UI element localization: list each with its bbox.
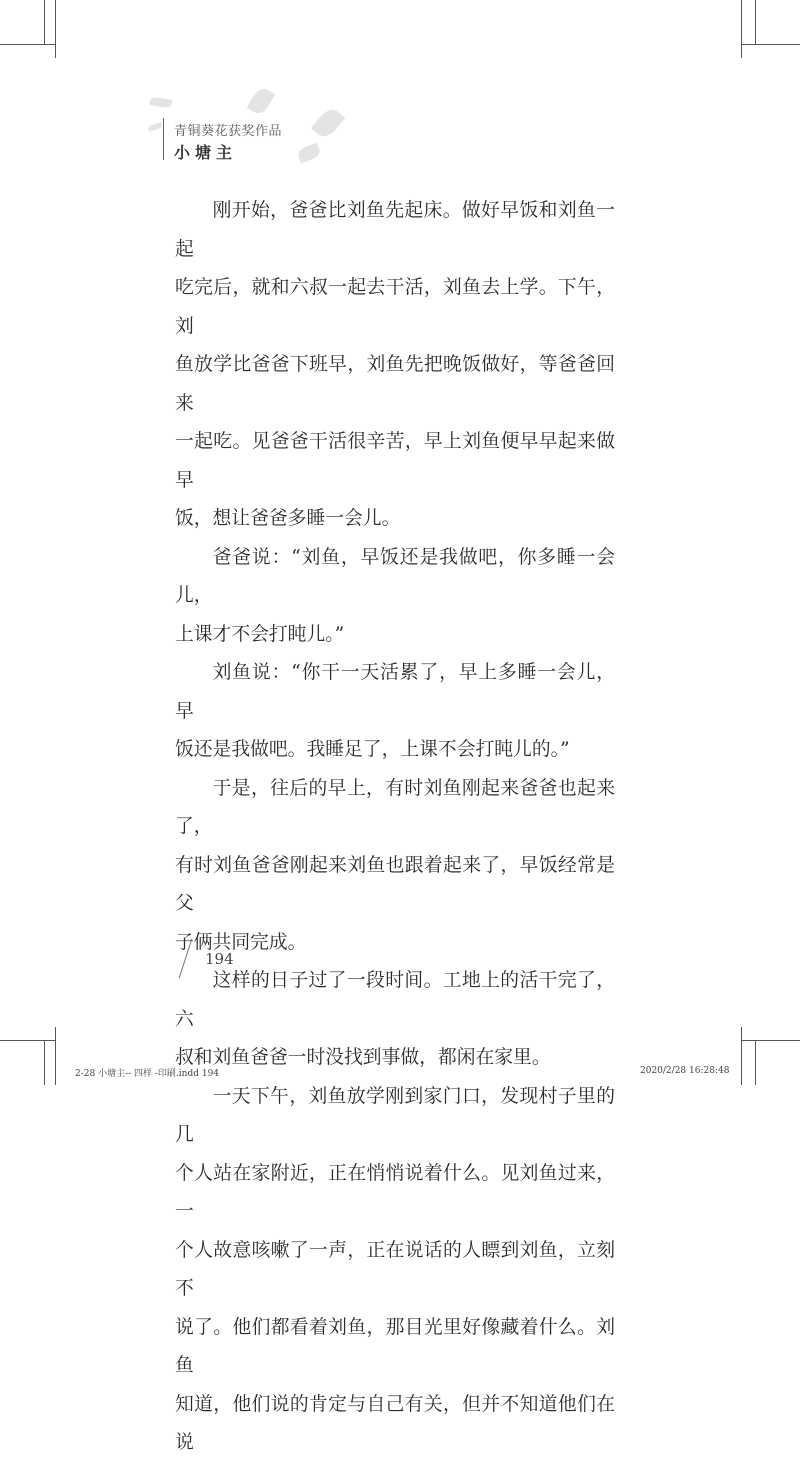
paragraph: 爸爸说：“刘鱼，早饭还是我做吧，你多睡一会儿， 上课才不会打盹儿。” [175, 546, 615, 645]
petal-decoration [311, 105, 346, 141]
paragraph: 一天下午，刘鱼放学刚到家门口，发现村子里的几 个人站在家附近，正在悄悄说着什么。见刘鱼过来，一 个人故意咳嗽了一声，正在说话的人瞟到刘鱼，立刻不 说了。他们都看着刘鱼，那目光里好像藏着什么。刘鱼 知道，他们说的肯定与自己有关，但并不知道他们在说 [175, 1085, 615, 1453]
header-divider [163, 118, 164, 160]
petal-decoration [247, 85, 276, 117]
crop-mark-top-right-v2 [755, 0, 756, 44]
crop-mark-top-right-h [741, 44, 800, 45]
page-number: 194 [205, 950, 234, 968]
paragraph: 于是，往后的早上，有时刘鱼刚起来爸爸也起来了， 有时刘鱼爸爸刚起来刘鱼也跟着起来了，早饭经常是父 子俩共同完成。 [175, 777, 615, 953]
paragraph: 刚开始，爸爸比刘鱼先起床。做好早饭和刘鱼一起 吃完后，就和六叔一起去干活，刘鱼去上学。下午，刘 鱼放学比爸爸下班早，刘鱼先把晚饭做好，等爸爸回来 一起吃。见爸爸干活很辛苦，早上刘鱼便早早起来做早 饭，想让爸爸多睡一会儿。 [175, 200, 615, 529]
crop-mark-bottom-right-v [741, 1027, 742, 1085]
crop-mark-bottom-left-h [0, 1040, 55, 1041]
crop-mark-bottom-right-v2 [755, 1040, 756, 1085]
print-slug-timestamp: 2020/2/28 16:28:48 [640, 1066, 730, 1076]
book-title: 小塘主 [174, 143, 238, 162]
petal-decoration [147, 122, 162, 131]
crop-mark-top-left-v [55, 0, 56, 58]
crop-mark-top-left-h [0, 44, 55, 45]
crop-mark-bottom-left-v [55, 1027, 56, 1085]
petal-decoration [149, 96, 172, 109]
crop-mark-top-right-v [741, 0, 742, 58]
crop-mark-top-left-v2 [44, 0, 45, 44]
crop-mark-bottom-right-h [741, 1040, 800, 1041]
crop-mark-bottom-left-v2 [44, 1040, 45, 1085]
series-title: 青铜葵花获奖作品 [174, 124, 283, 139]
print-slug-file: 2-28 小塘主-- 四样 -印刷.indd 194 [75, 1069, 220, 1079]
petal-decoration [296, 143, 321, 164]
paragraph: 这样的日子过了一段时间。工地上的活干完了，六 叔和刘鱼爸爸一时没找到事做，都闲在家里。 [175, 970, 615, 1068]
paragraph: 刘鱼说：“你干一天活累了，早上多睡一会儿，早 饭还是我做吧。我睡足了，上课不会打盹儿的。” [175, 662, 615, 760]
body-text [175, 192, 615, 1463]
